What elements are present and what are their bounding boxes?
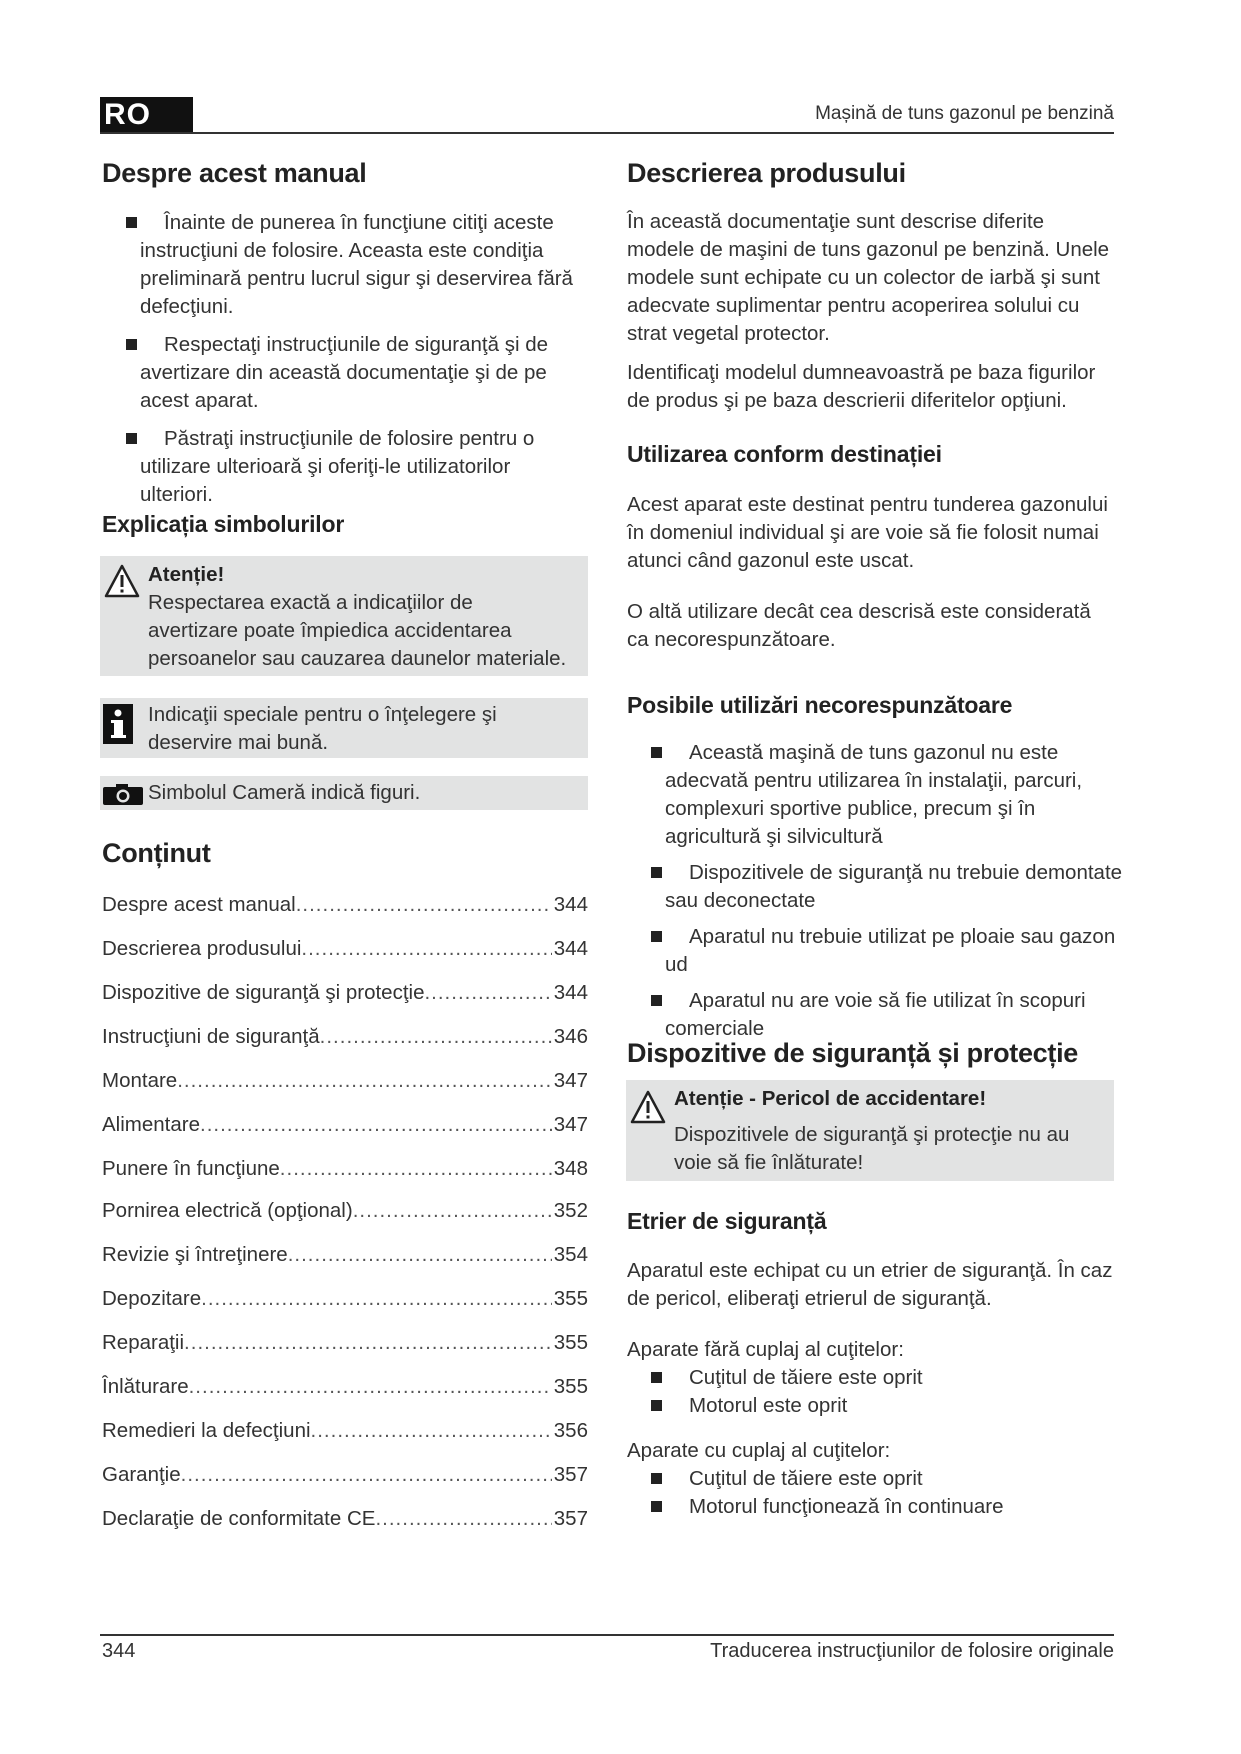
clutch-label: Aparate cu cuplaj al cuţitelor: bbox=[627, 1439, 891, 1462]
toc-entry: Remedieri la defecţiuni ..... 356 bbox=[102, 1417, 588, 1445]
toc-entry: Despre acest manual ..... 344 bbox=[102, 891, 588, 919]
danger-box bbox=[626, 1080, 1114, 1181]
section-title-symbols: Explicația simbolurilor bbox=[102, 511, 345, 537]
list-item: Dispozitivele de siguranţă nu trebuie demontate sau deconectate bbox=[627, 859, 1127, 915]
toc-entry: Instrucţiuni de siguranţă ..... 346 bbox=[102, 1023, 588, 1051]
misuse-bullet-list bbox=[627, 739, 1127, 1043]
product-paragraph: În această documentaţie sunt descrise diferite modele de maşini de tuns gazonul pe benzină. Unele modele sunt echipate cu un colector de iarbă şi sunt adecvate suplimentar pentru acoperirea solului cu strat vegetal protector. bbox=[627, 210, 1110, 345]
list-item: Această maşină de tuns gazonul nu este adecvată pentru utilizarea în instalaţii, parcuri, complexuri sportive publice, precum şi în agricultură şi silvicultură bbox=[627, 739, 1127, 851]
toc-entry: Alimentare ..... 347 bbox=[102, 1111, 588, 1139]
warning-box bbox=[100, 556, 588, 676]
toc-entry: Declaraţie de conformitate CE ..... 357 bbox=[102, 1505, 588, 1533]
list-item: Aparatul nu trebuie utilizat pe ploaie sau gazon ud bbox=[627, 923, 1127, 979]
clutch-list bbox=[627, 1465, 1115, 1521]
header-title: Mașină de tuns gazonul pe benzină bbox=[815, 103, 1114, 124]
list-item: Motorul funcţionează în continuare bbox=[627, 1493, 1115, 1521]
list-item: Înainte de punerea în funcţiune citiţi aceste instrucţiuni de folosire. Aceasta este condiţia preliminară pentru lucrul sigur şi deservirea fără defecţiuni. bbox=[102, 209, 588, 321]
info-box bbox=[100, 698, 588, 758]
header-divider bbox=[100, 132, 1114, 134]
section-title-misuse: Posibile utilizări necorespunzătoare bbox=[627, 692, 1013, 718]
camera-box bbox=[100, 776, 588, 810]
section-title-product: Descrierea produsului bbox=[627, 158, 906, 188]
bullet-square-icon bbox=[651, 995, 662, 1006]
list-item: Păstraţi instrucţiunile de folosire pentru o utilizare ulterioară şi oferiţi-le utilizatorilor ulteriori. bbox=[102, 425, 588, 509]
toc-entry: Reparaţii ..... 355 bbox=[102, 1329, 588, 1357]
toc-entry: Punere în funcţiune ..... 348 bbox=[102, 1155, 588, 1183]
bullet-square-icon bbox=[651, 747, 662, 758]
toc-entry: Montare ..... 347 bbox=[102, 1067, 588, 1095]
warning-title: Atenție! bbox=[148, 563, 225, 586]
section-title-bail: Etrier de siguranță bbox=[627, 1208, 827, 1234]
bullet-square-icon bbox=[126, 433, 137, 444]
list-item: Cuţitul de tăiere este oprit bbox=[627, 1364, 1115, 1392]
section-title-safety: Dispozitive de siguranță și protecție bbox=[627, 1038, 1079, 1068]
page-number: 344 bbox=[102, 1640, 136, 1662]
footer-divider bbox=[100, 1634, 1114, 1636]
usage-paragraph: Acest aparat este destinat pentru tunderea gazonului în domeniul individual şi are voie să fie folosit numai atunci când gazonul este uscat. bbox=[627, 493, 1108, 572]
warning-text: Respectarea exactă a indicaţiilor de avertizare poate împiedica accidentarea persoanelor sau cauzarea daunelor materiale. bbox=[148, 591, 567, 670]
bail-paragraph: Aparatul este echipat cu un etrier de siguranţă. În caz de pericol, eliberaţi etrierul de siguranţă. bbox=[627, 1259, 1113, 1310]
info-text: Indicaţii speciale pentru o înţelegere şi deservire mai bună. bbox=[148, 703, 497, 754]
no-clutch-list bbox=[627, 1364, 1115, 1420]
section-title-usage: Utilizarea conform destinației bbox=[627, 441, 942, 467]
section-title-about: Despre acest manual bbox=[102, 158, 367, 188]
language-badge: RO bbox=[100, 97, 193, 132]
list-item: Motorul este oprit bbox=[627, 1392, 1115, 1420]
list-item: Cuţitul de tăiere este oprit bbox=[627, 1465, 1115, 1493]
bullet-square-icon bbox=[651, 1400, 662, 1411]
section-title-contents: Conținut bbox=[102, 838, 211, 868]
toc-entry: Depozitare ..... 355 bbox=[102, 1285, 588, 1313]
product-paragraph: Identificaţi modelul dumneavoastră pe baza figurilor de produs şi pe baza descrierii diferitelor opţiuni. bbox=[627, 361, 1096, 412]
bullet-square-icon bbox=[651, 1501, 662, 1512]
bullet-square-icon bbox=[651, 867, 662, 878]
bullet-square-icon bbox=[126, 217, 137, 228]
camera-icon bbox=[102, 784, 144, 806]
toc-entry: Revizie şi întreţinere ..... 354 bbox=[102, 1241, 588, 1269]
footer-title: Traducerea instrucţiunilor de folosire originale bbox=[710, 1640, 1114, 1662]
table-of-contents bbox=[102, 891, 588, 1533]
usage-paragraph: O altă utilizare decât cea descrisă este considerată ca necorespunzătoare. bbox=[627, 600, 1091, 651]
danger-text: Dispozitivele de siguranţă şi protecţie nu au voie să fie înlăturate! bbox=[674, 1123, 1070, 1174]
warning-triangle-icon bbox=[104, 564, 140, 598]
danger-title: Atenție - Pericol de accidentare! bbox=[674, 1087, 987, 1110]
toc-entry: Dispozitive de siguranţă şi protecţie ..... 344 bbox=[102, 979, 588, 1007]
camera-text: Simbolul Cameră indică figuri. bbox=[148, 781, 421, 804]
bullet-square-icon bbox=[126, 339, 137, 350]
toc-entry: Garanţie ..... 357 bbox=[102, 1461, 588, 1489]
warning-triangle-icon bbox=[630, 1090, 666, 1124]
about-bullet-list bbox=[102, 209, 588, 509]
info-icon bbox=[103, 704, 133, 744]
toc-entry: Pornirea electrică (opţional) ..... 352 bbox=[102, 1197, 588, 1225]
list-item: Respectaţi instrucţiunile de siguranţă şi de avertizare din această documentaţie şi de pe acest aparat. bbox=[102, 331, 588, 415]
list-item: Aparatul nu are voie să fie utilizat în scopuri comerciale bbox=[627, 987, 1127, 1043]
bullet-square-icon bbox=[651, 1372, 662, 1383]
toc-entry: Înlăturare ..... 355 bbox=[102, 1373, 588, 1401]
bullet-square-icon bbox=[651, 931, 662, 942]
no-clutch-label: Aparate fără cuplaj al cuţitelor: bbox=[627, 1338, 904, 1361]
toc-entry: Descrierea produsului ..... 344 bbox=[102, 935, 588, 963]
bullet-square-icon bbox=[651, 1473, 662, 1484]
